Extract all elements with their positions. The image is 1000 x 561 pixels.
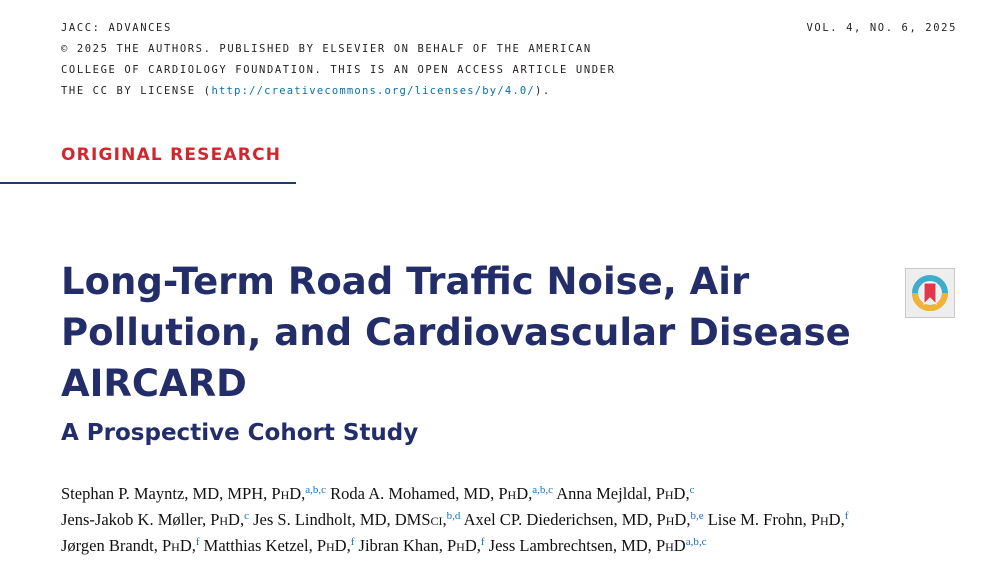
author-line bbox=[61, 481, 971, 507]
affiliation-marker[interactable]: b,d bbox=[446, 510, 461, 522]
volume-issue: VOL. 4, NO. 6, 2025 bbox=[806, 22, 957, 34]
affiliation-marker[interactable]: f bbox=[480, 536, 485, 548]
check-for-updates-graphic bbox=[906, 269, 954, 317]
license-line-2: COLLEGE OF CARDIOLOGY FOUNDATION. THIS IS AN OPEN ACCESS ARTICLE UNDER bbox=[61, 64, 616, 76]
author: Jess Lambrechtsen, MD, PhD$^{a,b,c}$ bbox=[488, 536, 707, 555]
article-subtitle: A Prospective Cohort Study bbox=[61, 420, 419, 446]
title-line: AIRCARD bbox=[61, 362, 247, 405]
author: Roda A. Mohamed, MD, PhD,$^{a,b,c}$ bbox=[330, 484, 554, 503]
affiliation-marker[interactable]: c bbox=[689, 484, 695, 496]
license-line-3 bbox=[61, 81, 616, 102]
author-list bbox=[61, 481, 971, 559]
author: Matthias Ketzel, PhD,$^f$ bbox=[203, 536, 355, 555]
affiliation-marker[interactable]: f bbox=[844, 510, 849, 522]
affiliation-marker[interactable]: a,b,c bbox=[532, 484, 554, 496]
affiliation-marker[interactable]: a,b,c bbox=[685, 536, 707, 548]
author: Anna Mejldal, PhD,$^c$ bbox=[556, 484, 695, 503]
author-line bbox=[61, 507, 971, 533]
affiliation-marker[interactable]: b,e bbox=[690, 510, 704, 522]
license-link[interactable]: http://creativecommons.org/licenses/by/4.0/ bbox=[211, 85, 535, 97]
journal-name: JACC: ADVANCES bbox=[61, 22, 172, 34]
author: Axel CP. Diederichsen, MD, PhD,$^{b,e}$ bbox=[463, 510, 704, 529]
title-line: Long-Term Road Traffic Noise, Air bbox=[61, 260, 750, 303]
author: Jens-Jakob K. Møller, PhD,$^c$ bbox=[61, 510, 249, 529]
affiliation-marker[interactable]: a,b,c bbox=[305, 484, 327, 496]
author: Jørgen Brandt, PhD,$^f$ bbox=[61, 536, 200, 555]
affiliation-marker[interactable]: f bbox=[195, 536, 200, 548]
affiliation-marker[interactable]: c bbox=[244, 510, 249, 522]
author: Lise M. Frohn, PhD,$^f$ bbox=[707, 510, 849, 529]
author: Stephan P. Mayntz, MD, MPH, PhD,$^{a,b,c}$ bbox=[61, 484, 327, 503]
title-line: Pollution, and Cardiovascular Disease bbox=[61, 311, 851, 354]
section-label: ORIGINAL RESEARCH bbox=[61, 145, 282, 165]
author: Jibran Khan, PhD,$^f$ bbox=[358, 536, 485, 555]
author: Jes S. Lindholt, MD, DMSci,$^{b,d}$ bbox=[253, 510, 461, 529]
article-title bbox=[61, 256, 881, 409]
author-line bbox=[61, 533, 971, 559]
check-for-updates-icon[interactable] bbox=[905, 268, 955, 318]
section-divider bbox=[0, 182, 296, 184]
affiliation-marker[interactable]: f bbox=[350, 536, 355, 548]
license-prefix: THE CC BY LICENSE ( bbox=[61, 85, 212, 97]
article-meta bbox=[61, 18, 616, 102]
license-suffix: ). bbox=[534, 85, 551, 97]
license-line-1: © 2025 THE AUTHORS. PUBLISHED BY ELSEVIER ON BEHALF OF THE AMERICAN bbox=[61, 43, 592, 55]
